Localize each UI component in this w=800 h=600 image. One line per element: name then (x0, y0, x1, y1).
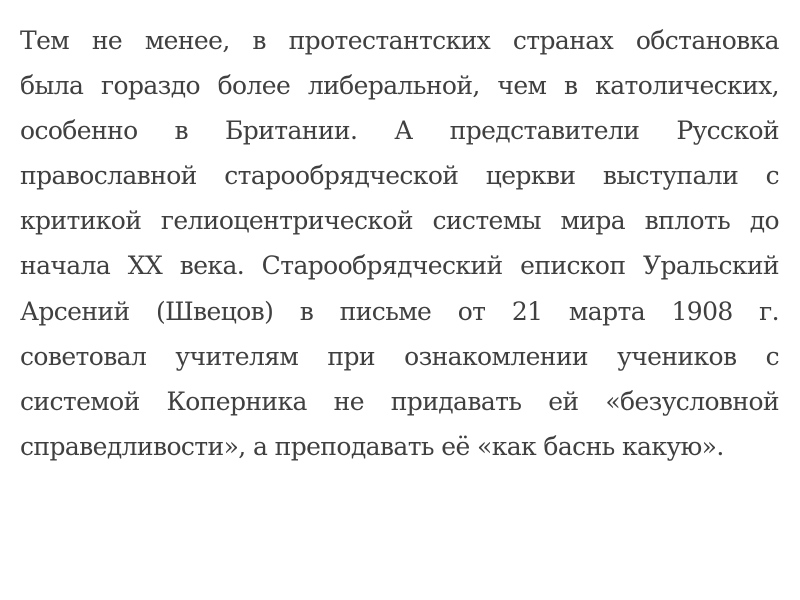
paragraph-line-8: советовал учителям при ознакомлении учеников с (20, 341, 779, 371)
paragraph-line-7: Арсений (Швецов) в письме от 21 марта 1908 г. (20, 296, 779, 326)
body-paragraph (20, 18, 779, 469)
paragraph-line-10: справедливости», а преподавать её «как баснь какую». (20, 431, 724, 461)
paragraph-line-9: системой Коперника не придавать ей «безусловной (20, 386, 779, 416)
paragraph-line-2: была гораздо более либеральной, чем в католических, (20, 71, 779, 101)
paragraph-line-4: православной старообрядческой церкви выступали с (20, 161, 779, 191)
paragraph-line-1: Тем не менее, в протестантских странах обстановка (20, 26, 779, 55)
paragraph-line-6: начала XX века. Старообрядческий епископ Уральский (20, 251, 779, 281)
paragraph-line-3: особенно в Британии. А представители Русской (20, 116, 779, 146)
paragraph-line-5: критикой гелиоцентрической системы мира вплоть до (20, 206, 779, 236)
